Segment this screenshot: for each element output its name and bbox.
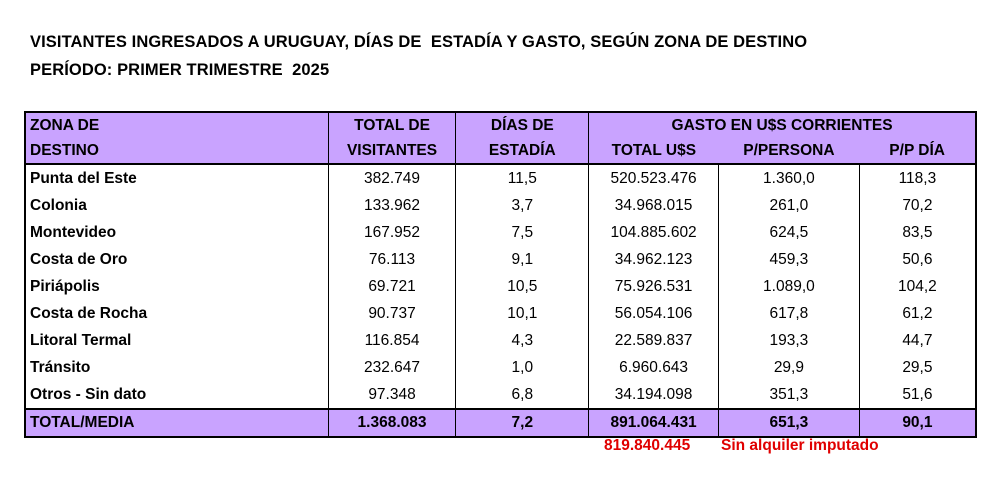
table-row xyxy=(25,246,976,273)
total-gasto: 891.064.431 xyxy=(589,409,719,437)
header-total-visitantes: TOTAL DE xyxy=(328,112,456,138)
table-row xyxy=(25,192,976,219)
cell-dia: 44,7 xyxy=(859,327,976,354)
cell-persona: 1.089,0 xyxy=(719,273,860,300)
cell-zona: Montevideo xyxy=(25,219,328,246)
report-period: PERÍODO: PRIMER TRIMESTRE 2025 xyxy=(30,61,330,79)
cell-dia: 83,5 xyxy=(859,219,976,246)
header-total-usd: TOTAL U$S xyxy=(589,138,719,164)
report-title: VISITANTES INGRESADOS A URUGUAY, DÍAS DE ESTADÍA Y GASTO, SEGÚN ZONA DE DESTINO xyxy=(30,33,808,51)
cell-zona: Otros - Sin dato xyxy=(25,381,328,409)
cell-total: 34.962.123 xyxy=(589,246,719,273)
cell-dia: 61,2 xyxy=(859,300,976,327)
cell-dias: 6,8 xyxy=(456,381,589,409)
cell-dia: 50,6 xyxy=(859,246,976,273)
cell-zona: Costa de Rocha xyxy=(25,300,328,327)
cell-zona: Punta del Este xyxy=(25,164,328,192)
cell-total: 75.926.531 xyxy=(589,273,719,300)
cell-dias: 7,5 xyxy=(456,219,589,246)
cell-dia: 29,5 xyxy=(859,354,976,381)
table-row xyxy=(25,273,976,300)
note-text: Sin alquiler imputado xyxy=(721,437,879,454)
cell-visitantes: 167.952 xyxy=(328,219,456,246)
table-row xyxy=(25,381,976,409)
total-row xyxy=(25,409,976,437)
cell-total: 22.589.837 xyxy=(589,327,719,354)
cell-visitantes: 97.348 xyxy=(328,381,456,409)
table-row xyxy=(25,164,976,192)
header-per-persona: P/PERSONA xyxy=(719,138,860,164)
cell-visitantes: 382.749 xyxy=(328,164,456,192)
table-row xyxy=(25,300,976,327)
cell-zona: Costa de Oro xyxy=(25,246,328,273)
header-per-dia: P/P DÍA xyxy=(859,138,976,164)
total-visitantes: 1.368.083 xyxy=(328,409,456,437)
header-visitantes: VISITANTES xyxy=(328,138,456,164)
cell-zona: Piriápolis xyxy=(25,273,328,300)
header-destino: DESTINO xyxy=(25,138,328,164)
cell-dias: 3,7 xyxy=(456,192,589,219)
cell-dias: 9,1 xyxy=(456,246,589,273)
cell-dia: 118,3 xyxy=(859,164,976,192)
cell-persona: 1.360,0 xyxy=(719,164,860,192)
table-row xyxy=(25,219,976,246)
cell-persona: 351,3 xyxy=(719,381,860,409)
cell-persona: 624,5 xyxy=(719,219,860,246)
header-row-2 xyxy=(25,138,976,164)
cell-total: 56.054.106 xyxy=(589,300,719,327)
cell-persona: 459,3 xyxy=(719,246,860,273)
cell-dias: 10,5 xyxy=(456,273,589,300)
cell-dia: 70,2 xyxy=(859,192,976,219)
cell-persona: 29,9 xyxy=(719,354,860,381)
cell-visitantes: 133.962 xyxy=(328,192,456,219)
cell-visitantes: 116.854 xyxy=(328,327,456,354)
header-zona: ZONA DE xyxy=(25,112,328,138)
header-estadia: ESTADÍA xyxy=(456,138,589,164)
visitors-table xyxy=(24,111,977,438)
total-label: TOTAL/MEDIA xyxy=(25,409,328,437)
cell-zona: Colonia xyxy=(25,192,328,219)
cell-dias: 4,3 xyxy=(456,327,589,354)
table-row xyxy=(25,327,976,354)
cell-visitantes: 90.737 xyxy=(328,300,456,327)
table-row xyxy=(25,354,976,381)
header-dias-estadia: DÍAS DE xyxy=(456,112,589,138)
total-dia: 90,1 xyxy=(859,409,976,437)
total-dias: 7,2 xyxy=(456,409,589,437)
total-persona: 651,3 xyxy=(719,409,860,437)
cell-visitantes: 76.113 xyxy=(328,246,456,273)
cell-persona: 261,0 xyxy=(719,192,860,219)
cell-persona: 617,8 xyxy=(719,300,860,327)
header-row-1 xyxy=(25,112,976,138)
cell-visitantes: 69.721 xyxy=(328,273,456,300)
cell-total: 6.960.643 xyxy=(589,354,719,381)
cell-total: 34.968.015 xyxy=(589,192,719,219)
cell-dias: 1,0 xyxy=(456,354,589,381)
cell-dia: 104,2 xyxy=(859,273,976,300)
cell-dias: 10,1 xyxy=(456,300,589,327)
cell-zona: Tránsito xyxy=(25,354,328,381)
cell-total: 104.885.602 xyxy=(589,219,719,246)
note-value: 819.840.445 xyxy=(604,437,691,454)
cell-total: 34.194.098 xyxy=(589,381,719,409)
cell-total: 520.523.476 xyxy=(589,164,719,192)
cell-zona: Litoral Termal xyxy=(25,327,328,354)
cell-dias: 11,5 xyxy=(456,164,589,192)
header-gasto-group: GASTO EN U$S CORRIENTES xyxy=(589,112,976,138)
cell-persona: 193,3 xyxy=(719,327,860,354)
cell-dia: 51,6 xyxy=(859,381,976,409)
cell-visitantes: 232.647 xyxy=(328,354,456,381)
